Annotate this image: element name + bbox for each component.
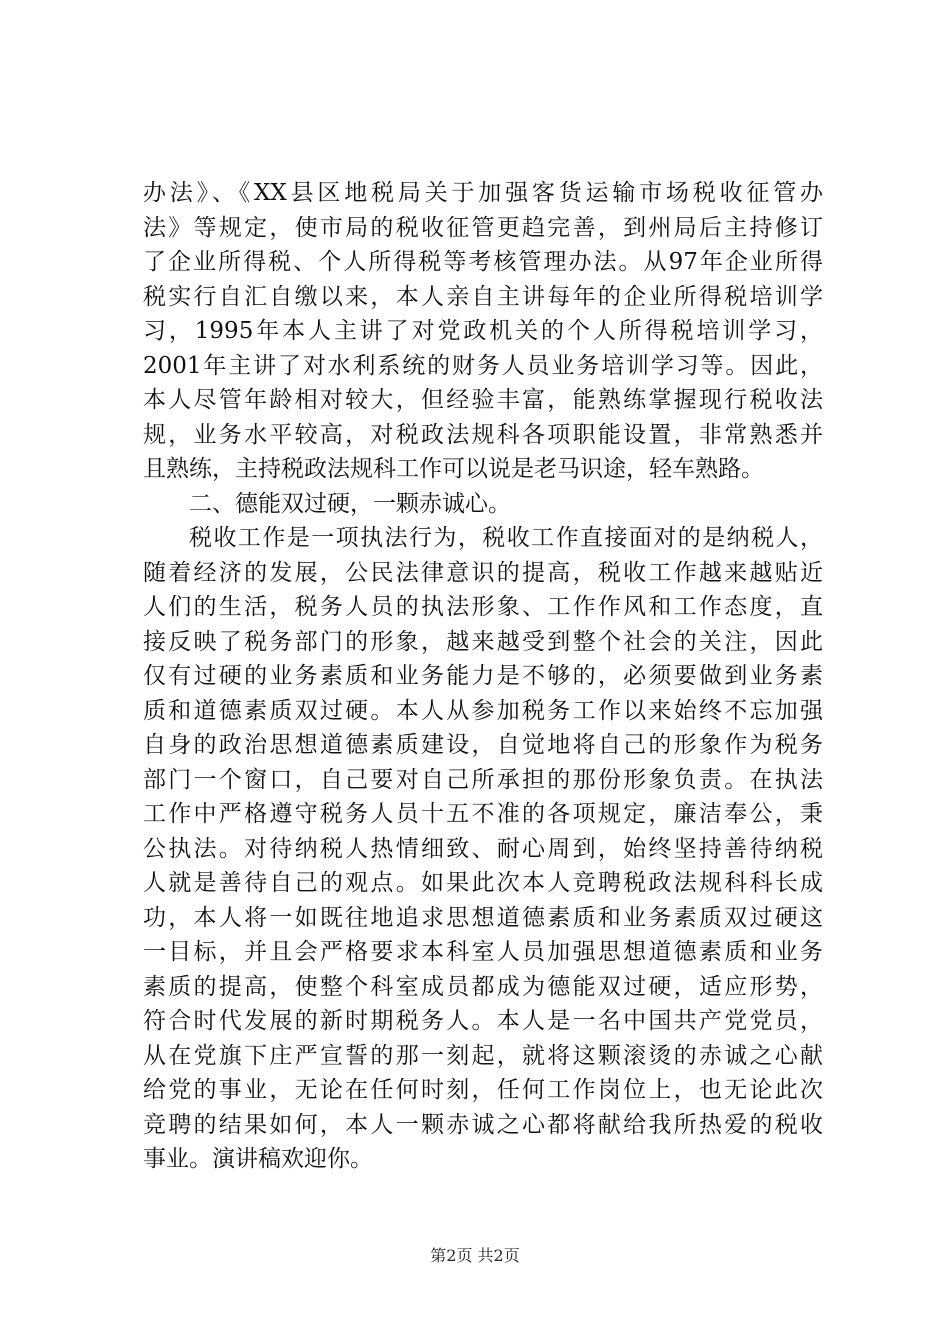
body-line: 部门一个窗口，自己要对自己所承担的那份形象负责。在执法 bbox=[143, 766, 823, 793]
body-line: 工作中严格遵守税务人员十五不准的各项规定，廉洁奉公，秉 bbox=[143, 801, 823, 827]
body-line: 了企业所得税、个人所得税等考核管理办法。从97年企业所得 bbox=[143, 249, 823, 275]
body-line: 习，1995年本人主讲了对党政机关的个人所得税培训学习， bbox=[143, 318, 823, 344]
body-line: 从在党旗下庄严宣誓的那一刻起，就将这颗滚烫的赤诚之心献 bbox=[143, 1042, 823, 1069]
body-line: 公执法。对待纳税人热情细致、耐心周到，始终坚持善待纳税 bbox=[143, 835, 823, 862]
body-line: 自身的政治思想道德素质建设，自觉地将自己的形象作为税务 bbox=[143, 732, 823, 758]
section-heading: 二、德能双过硬，一颗赤诚心。 bbox=[189, 490, 511, 517]
body-line: 给党的事业，无论在任何时刻，任何工作岗位上，也无论此次 bbox=[143, 1077, 823, 1103]
body-line: 符合时代发展的新时期税务人。本人是一名中国共产党党员， bbox=[143, 1008, 823, 1034]
page-number-footer: 第2页 共2页 bbox=[430, 1246, 520, 1265]
body-line: 2001年主讲了对水利系统的财务人员业务培训学习等。因此， bbox=[143, 352, 823, 379]
body-line: 人们的生活，税务人员的执法形象、工作作风和工作态度，直 bbox=[143, 594, 823, 620]
body-line: 随着经济的发展，公民法律意识的提高，税收工作越来越贴近 bbox=[143, 559, 823, 586]
body-line: 本人尽管年龄相对较大，但经验丰富，能熟练掌握现行税收法 bbox=[143, 387, 823, 413]
body-line: 接反映了税务部门的形象，越来越受到整个社会的关注，因此 bbox=[143, 628, 823, 655]
body-line: 人就是善待自己的观点。如果此次本人竞聘税政法规科科长成 bbox=[143, 870, 823, 896]
body-line: 素质的提高，使整个科室成员都成为德能双过硬，适应形势， bbox=[143, 973, 823, 1000]
body-line: 仅有过硬的业务素质和业务能力是不够的，必须要做到业务素 bbox=[143, 663, 823, 689]
body-line: 事业。演讲稿欢迎你。 bbox=[143, 1146, 373, 1172]
body-line: 且熟练，主持税政法规科工作可以说是老马识途，轻车熟路。 bbox=[143, 456, 764, 482]
body-line: 税实行自汇自缴以来，本人亲自主讲每年的企业所得税培训学 bbox=[143, 283, 823, 310]
body-line: 竞聘的结果如何，本人一颗赤诚之心都将献给我所热爱的税收 bbox=[143, 1111, 823, 1138]
body-line: 质和道德素质双过硬。本人从参加税务工作以来始终不忘加强 bbox=[143, 697, 823, 724]
body-line: 税收工作是一项执法行为，税收工作直接面对的是纳税人， bbox=[189, 525, 823, 551]
body-line: 功，本人将一如既往地追求思想道德素质和业务素质双过硬这 bbox=[143, 904, 823, 931]
body-line: 法》等规定，使市局的税收征管更趋完善，到州局后主持修订 bbox=[143, 214, 823, 241]
body-line: 一目标，并且会严格要求本科室人员加强思想道德素质和业务 bbox=[143, 939, 823, 965]
body-line: 规，业务水平较高，对税政法规科各项职能设置，非常熟悉并 bbox=[143, 421, 823, 448]
body-line: 办法》、《XX县区地税局关于加强客货运输市场税收征管办 bbox=[143, 180, 823, 206]
document-body bbox=[143, 176, 823, 1177]
